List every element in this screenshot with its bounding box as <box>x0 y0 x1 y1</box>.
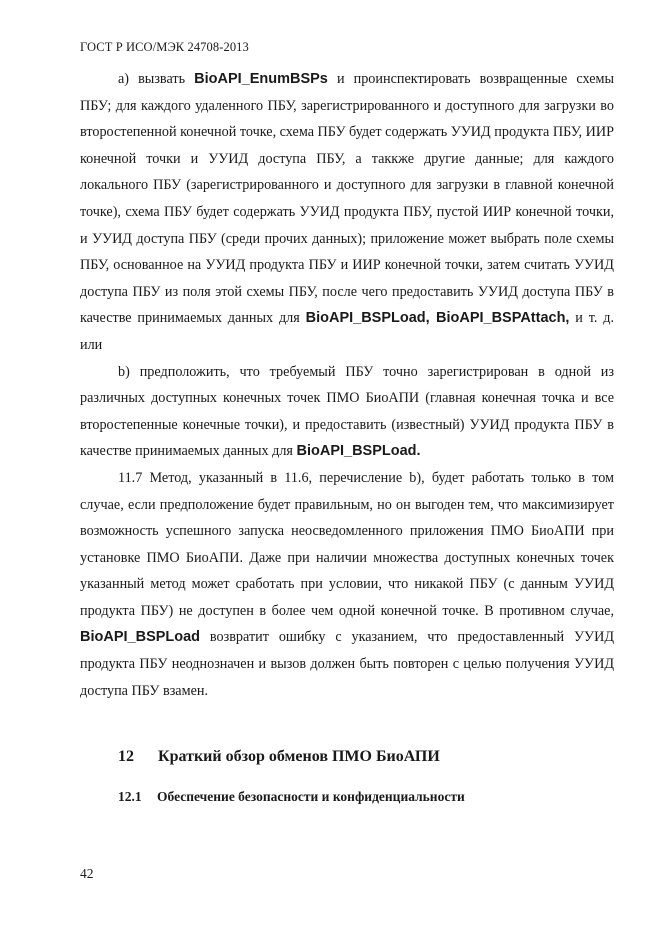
subsection-heading <box>118 789 465 805</box>
paragraph-item-b <box>80 359 614 465</box>
paragraph-text: и т. д. или <box>80 310 614 353</box>
function-name: BioAPI_BSPLoad, BioAPI_BSPAttach, <box>305 310 570 327</box>
paragraph-11-7 <box>80 465 614 704</box>
section-number: 12 <box>118 748 134 765</box>
paragraph-text: a) вызвать <box>118 71 195 87</box>
function-name: BioAPI_BSPLoad <box>80 629 201 646</box>
section-title: Краткий обзор обменов ПМО БиоАПИ <box>158 748 440 765</box>
paragraph-item-a <box>80 66 614 359</box>
paragraph-text: b) предположить, что требуемый ПБУ точно зарегистрирован в одной из различных доступных конечных точек ПМО БиоАПИ (главная конечная точка и все второстепенные конечные точки), и предоставить (известный) УУИД продукта ПБУ в качестве принимаемых данных для <box>80 363 614 460</box>
page-number: 42 <box>80 866 94 881</box>
paragraph-text: и проинспектировать возвращенные схемы ПБУ; для каждого удаленного ПБУ, зарегистрированного и доступного для загрузки во второстепенной конечной точке, схема ПБУ будет содержать УУИД продукта ПБУ, ИИР конечной точки и УУИД доступа ПБУ, а таккже другие данные; для каждого локального ПБУ (зарегистрированного и доступного для загрузки в главной конечной точке), схема ПБУ будет содержать УУИД продукта ПБУ, пустой ИИР конечной точки, и УУИД доступа ПБУ (среди прочих данных); приложение может выбрать поле схемы ПБУ, основанное на УУИД продукта ПБУ и ИИР конечной точки, затем считать УУИД доступа ПБУ из поля этой схемы ПБУ, после чего предоставить УУИД доступа ПБУ в качестве принимаемых данных для <box>80 71 615 327</box>
page-header: ГОСТ Р ИСО/МЭК 24708-2013 <box>80 40 249 54</box>
paragraph-text: возвратит ошибку с указанием, что предоставленный УУИД продукта ПБУ неоднозначен и вызов должен быть повторен с целью получения УУИД доступа ПБУ взамен. <box>80 629 614 699</box>
body-text <box>80 66 614 704</box>
subsection-number: 12.1 <box>118 789 142 804</box>
section-heading <box>118 748 440 766</box>
function-name: BioAPI_BSPLoad. <box>296 443 421 460</box>
subsection-title: Обеспечение безопасности и конфиденциальности <box>157 789 465 804</box>
function-name: BioAPI_EnumBSPs <box>194 71 328 87</box>
paragraph-text: 11.7 Метод, указанный в 11.6, перечисление b), будет работать только в том случае, если предположение будет правильным, но он выгоден тем, что максимизирует возможность успешного запуска неосведомленного приложения ПМО БиоАПИ при установке ПМО БиоАПИ. Даже при наличии множества доступных конечных точек указанный метод может сработать при условии, что никакой ПБУ (с данным УУИД продукта ПБУ) не доступен в более чем одной конечной точке. В противном случае, <box>80 469 614 619</box>
